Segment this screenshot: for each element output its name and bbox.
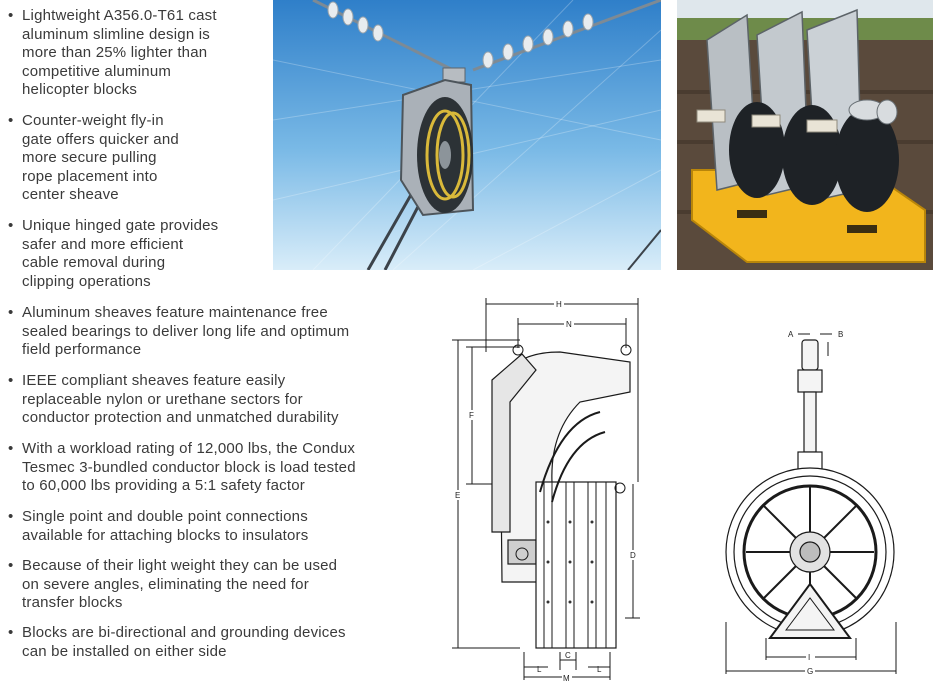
- dim-label-e: E: [455, 491, 461, 500]
- list-item: [8, 440, 356, 496]
- bullet-dot: •: [8, 372, 14, 389]
- dim-label-l-right: L: [597, 665, 602, 674]
- photo-block-on-power-line: [273, 0, 661, 270]
- list-item: [8, 508, 308, 545]
- list-item: [8, 557, 337, 613]
- bullet-text: IEEE compliant sheaves feature easily replaceable nylon or urethane sectors for conductor protection and unmatched durability: [22, 372, 339, 427]
- list-item: [8, 304, 349, 360]
- list-item: [8, 112, 179, 205]
- bullet-dot: •: [8, 7, 14, 24]
- list-item: [8, 624, 346, 661]
- dim-label-f: F: [469, 411, 474, 420]
- bullet-text: Single point and double point connections available for attaching blocks to insulators: [22, 508, 309, 544]
- photo-blocks-on-frame: [677, 0, 933, 270]
- bullet-text: With a workload rating of 12,000 lbs, the Condux Tesmec 3-bundled conductor block is load tested to 60,000 lbs providing a 5:1 safety factor: [22, 440, 356, 495]
- bullet-dot: •: [8, 440, 14, 457]
- front-view-drawing: [720, 322, 900, 683]
- bullet-text: Lightweight A356.0-T61 cast aluminum slimline design is more than 25% lighter than competitive aluminum helicopter blocks: [22, 7, 217, 99]
- dim-label-m: M: [563, 674, 570, 683]
- bullet-dot: •: [8, 304, 14, 321]
- bullet-dot: •: [8, 217, 14, 234]
- list-item: [8, 372, 339, 428]
- list-item: [8, 7, 217, 100]
- bullet-dot: •: [8, 508, 14, 525]
- side-view-drawing: [440, 292, 670, 688]
- dim-label-d: D: [630, 551, 636, 560]
- bullet-dot: •: [8, 624, 14, 641]
- bullet-text: Aluminum sheaves feature maintenance free sealed bearings to deliver long life and optimum field performance: [22, 304, 350, 359]
- bullet-dot: •: [8, 112, 14, 129]
- bullet-dot: •: [8, 557, 14, 574]
- dim-label-l-left: L: [537, 665, 542, 674]
- bullet-text: Unique hinged gate provides safer and more efficient cable removal during clipping operations: [22, 217, 219, 290]
- dim-label-h: H: [556, 300, 562, 309]
- dim-label-n: N: [566, 320, 572, 329]
- dim-label-b: B: [838, 330, 844, 339]
- dim-label-g: G: [807, 667, 814, 676]
- bullet-text: Because of their light weight they can be used on severe angles, eliminating the need for transfer blocks: [22, 557, 338, 612]
- dim-label-i: I: [808, 653, 811, 662]
- bullet-text: Blocks are bi-directional and grounding devices can be installed on either side: [22, 624, 346, 660]
- dim-label-c: C: [565, 651, 571, 660]
- bullet-text: Counter-weight fly-in gate offers quicker and more secure pulling rope placement into center sheave: [22, 112, 179, 204]
- list-item: [8, 217, 218, 291]
- dim-label-a: A: [788, 330, 794, 339]
